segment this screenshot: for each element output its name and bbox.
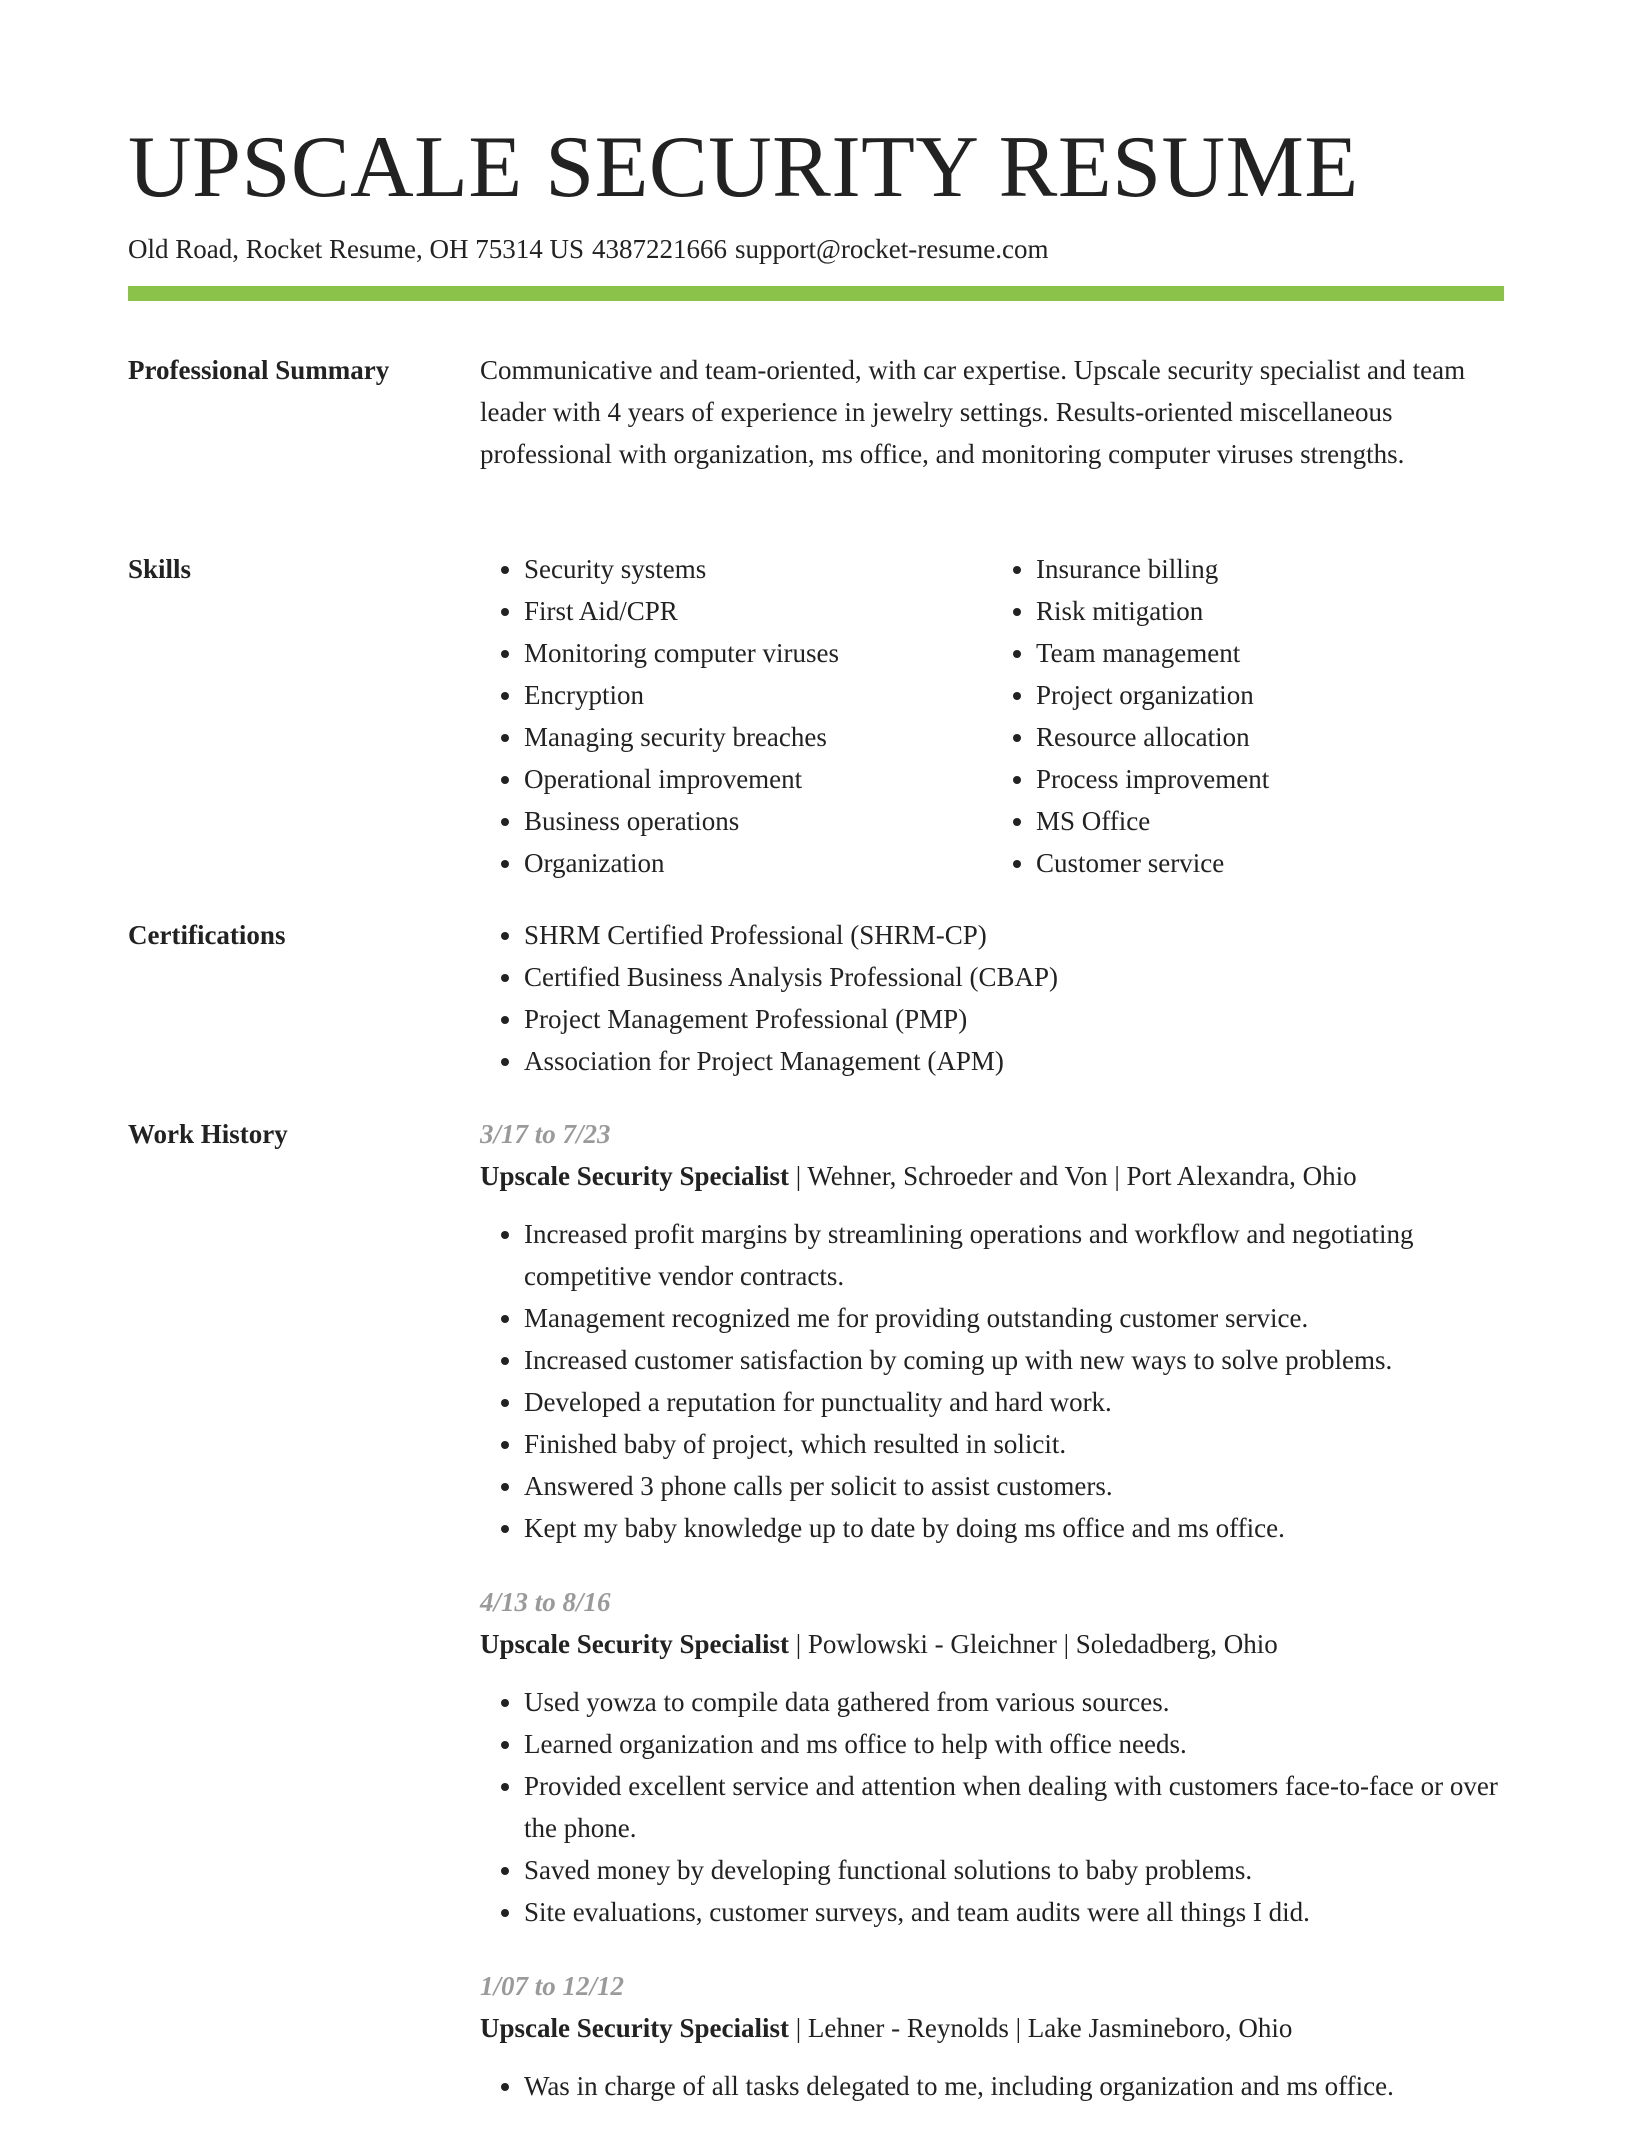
job-title-line xyxy=(480,1155,1504,1197)
job-bullet: • Management recognized me for providing outstanding customer service. xyxy=(524,1297,1504,1339)
job-bullet: • Provided excellent service and attention when dealing with customers face-to-face or over the phone. xyxy=(524,1765,1504,1849)
job-dates: 3/17 to 7/23 xyxy=(480,1119,611,1149)
job-employer-location: | Wehner, Schroeder and Von | Port Alexandra, Ohio xyxy=(788,1161,1357,1191)
job-bullet: • Used yowza to compile data gathered from various sources. xyxy=(524,1681,1504,1723)
job-bullets xyxy=(480,1213,1504,1549)
job-entry xyxy=(480,1965,1504,2107)
header-divider xyxy=(128,286,1504,301)
list-item: • Team management xyxy=(1036,632,1504,674)
job-dates: 1/07 to 12/12 xyxy=(480,1971,625,2001)
list-item: • SHRM Certified Professional (SHRM-CP) xyxy=(524,914,1504,956)
job-bullet: • Increased profit margins by streamlining operations and workflow and negotiating competitive vendor contracts. xyxy=(524,1213,1504,1297)
job-bullet: • Kept my baby knowledge up to date by doing ms office and ms office. xyxy=(524,1507,1504,1549)
list-item: • Certified Business Analysis Professional (CBAP) xyxy=(524,956,1504,998)
job-entry xyxy=(480,1113,1504,1549)
job-bullet: • Finished baby of project, which resulted in solicit. xyxy=(524,1423,1504,1465)
list-item: • Customer service xyxy=(1036,842,1504,884)
job-role: Upscale Security Specialist xyxy=(480,1161,789,1191)
list-item: • Business operations xyxy=(524,800,992,842)
list-item: • Organization xyxy=(524,842,992,884)
job-role: Upscale Security Specialist xyxy=(480,1629,789,1659)
job-bullet: • Saved money by developing functional solutions to baby problems. xyxy=(524,1849,1504,1891)
job-bullets xyxy=(480,1681,1504,1933)
list-item: • Insurance billing xyxy=(1036,548,1504,590)
job-bullet: • Site evaluations, customer surveys, and team audits were all things I did. xyxy=(524,1891,1504,1933)
job-title-line xyxy=(480,1623,1504,1665)
list-item: • Process improvement xyxy=(1036,758,1504,800)
job-bullets xyxy=(480,2065,1504,2107)
list-item: • Risk mitigation xyxy=(1036,590,1504,632)
list-item: • First Aid/CPR xyxy=(524,590,992,632)
contact-line xyxy=(128,230,1057,268)
skills-columns xyxy=(480,548,1504,884)
job-bullet: • Increased customer satisfaction by coming up with new ways to solve problems. xyxy=(524,1339,1504,1381)
certifications-body xyxy=(480,914,1504,1082)
list-item: • Encryption xyxy=(524,674,992,716)
resume-title: UPSCALE SECURITY RESUME xyxy=(128,119,1359,216)
job-bullet: • Developed a reputation for punctuality and hard work. xyxy=(524,1381,1504,1423)
list-item: • Security systems xyxy=(524,548,992,590)
list-item: • Project organization xyxy=(1036,674,1504,716)
summary-text: Communicative and team-oriented, with car expertise. Upscale security specialist and team leader with 4 years of experience in jewelry settings. Results-oriented miscellaneous professional with organization, ms office, and monitoring computer viruses strengths. xyxy=(480,355,1466,469)
section-title-summary: Professional Summary xyxy=(128,355,390,385)
job-dates: 4/13 to 8/16 xyxy=(480,1587,611,1617)
list-item: • Managing security breaches xyxy=(524,716,992,758)
job-bullet: • Learned organization and ms office to help with office needs. xyxy=(524,1723,1504,1765)
phone: 4387221666 xyxy=(591,234,727,264)
address: Old Road, Rocket Resume, OH 75314 US xyxy=(128,234,584,264)
section-title-skills: Skills xyxy=(128,554,192,584)
job-title-line xyxy=(480,2007,1504,2049)
work-history-body xyxy=(480,1113,1504,2139)
summary-body xyxy=(480,349,1504,475)
job-bullet: • Answered 3 phone calls per solicit to assist customers. xyxy=(524,1465,1504,1507)
skills-list-right xyxy=(992,548,1504,884)
job-employer-location: | Lehner - Reynolds | Lake Jasmineboro, Ohio xyxy=(788,2013,1293,2043)
list-item: • Association for Project Management (APM) xyxy=(524,1040,1504,1082)
email: support@rocket-resume.com xyxy=(734,234,1049,264)
list-item: • Resource allocation xyxy=(1036,716,1504,758)
skills-list-left xyxy=(480,548,992,884)
list-item: • Operational improvement xyxy=(524,758,992,800)
section-title-certifications: Certifications xyxy=(128,920,286,950)
list-item: • Project Management Professional (PMP) xyxy=(524,998,1504,1040)
job-role: Upscale Security Specialist xyxy=(480,2013,789,2043)
list-item: • MS Office xyxy=(1036,800,1504,842)
list-item: • Monitoring computer viruses xyxy=(524,632,992,674)
job-bullet: • Was in charge of all tasks delegated to me, including organization and ms office. xyxy=(524,2065,1504,2107)
job-entry xyxy=(480,1581,1504,1933)
section-title-work: Work History xyxy=(128,1119,288,1149)
job-employer-location: | Powlowski - Gleichner | Soledadberg, Ohio xyxy=(788,1629,1278,1659)
certifications-list xyxy=(480,914,1504,1082)
